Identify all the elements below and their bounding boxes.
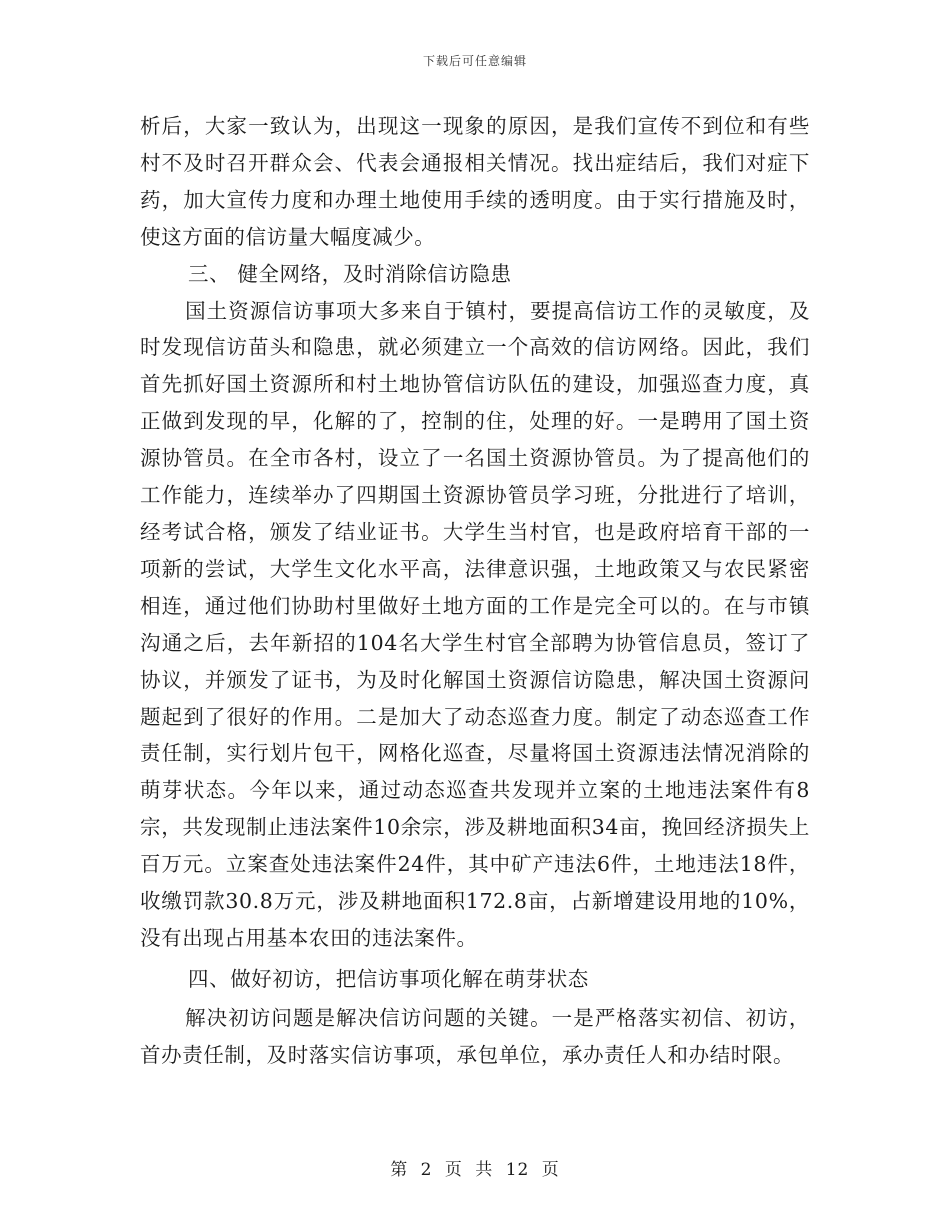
paragraph-initial-visit: 解决初访问题是解决信访问题的关键。一是严格落实初信、初访，首办责任制，及时落实信访事项，承包单位，承办责任人和办结时限。 <box>140 1005 810 1067</box>
section-heading-four: 四、做好初访，把信访事项化解在萌芽状态 <box>188 966 589 991</box>
section-heading-three: 三、 健全网络，及时消除信访隐患 <box>188 261 512 286</box>
paragraph-continuation: 析后，大家一致认为，出现这一现象的原因，是我们宣传不到位和有些村不及时召开群众会、代表会通报相关情况。找出症结后，我们对症下药，加大宣传力度和办理土地使用手续的透明度。由于实行措施及时，使这方面的信访量大幅度减少。 <box>140 114 810 249</box>
page-footer: 第 2 页 共 12 页 <box>390 1160 560 1180</box>
page-header: 下载后可任意编辑 <box>422 54 527 68</box>
paragraph-network: 国土资源信访事项大多来自于镇村，要提高信访工作的灵敏度，及时发现信访苗头和隐患，就必须建立一个高效的信访网络。因此，我们首先抓好国土资源所和村土地协管信访队伍的建设，加强巡查力度，真正做到发现的早，化解的了，控制的住，处理的好。一是聘用了国土资源协管员。在全市各村，设立了一名国土资源协管员。为了提高他们的工作能力，连续举办了四期国土资源协管员学习班，分批进行了培训，经考试合格，颁发了结业证书。大学生当村官，也是政府培育干部的一项新的尝试，大学生文化水平高，法律意识强，土地政策又与农民紧密相连，通过他们协助村里做好土地方面的工作是完全可以的。在与市镇沟通之后，去年新招的104名大学生村官全部聘为协管信息员，签订了协议，并颁发了证书，为及时化解国土资源信访隐患，解决国土资源问题起到了很好的作用。二是加大了动态巡查力度。制定了动态巡查工作责任制，实行划片包干，网格化巡查，尽量将国土资源违法情况消除的萌芽状态。今年以来，通过动态巡查共发现并立案的土地违法案件有8宗，共发现制止违法案件10余宗，涉及耕地面积34亩，挽回经济损失上百万元。立案查处违法案件24件，其中矿产违法6件，土地违法18件，收缴罚款30.8万元，涉及耕地面积172.8亩，占新增建设用地的10%，没有出现占用基本农田的违法案件。 <box>140 298 810 950</box>
document-body <box>140 108 810 1074</box>
